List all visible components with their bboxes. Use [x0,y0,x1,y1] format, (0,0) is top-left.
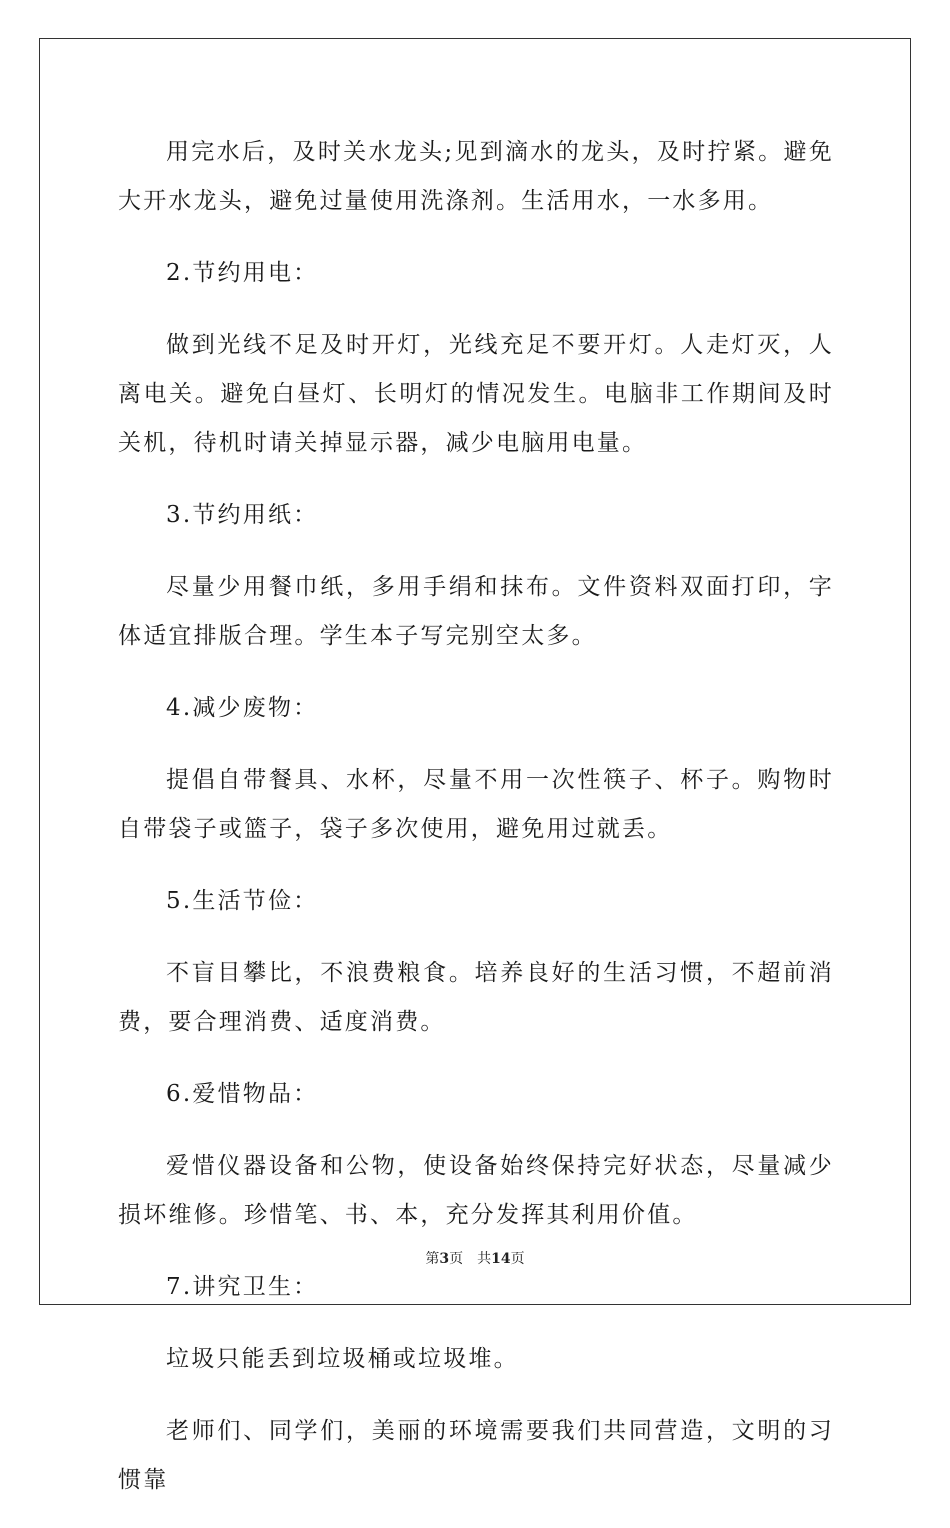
paragraph-waste: 提倡自带餐具、水杯，尽量不用一次性筷子、杯子。购物时自带袋子或篮子，袋子多次使用，避免用过就丢。 [118,767,834,842]
paragraph-closing: 老师们、同学们，美丽的环境需要我们共同营造，文明的习惯靠 [118,1418,834,1493]
heading-save-electricity: 2.节约用电： [166,260,319,286]
heading-hygiene: 7.讲究卫生： [166,1274,319,1300]
paragraph-electricity: 做到光线不足及时开灯，光线充足不要开灯。人走灯灭，人离电关。避免白昼灯、长明灯的情况发生。电脑非工作期间及时关机，待机时请关掉显示器，减少电脑用电量。 [118,332,834,456]
footer-page-current: 3 [439,1251,450,1267]
heading-reduce-waste: 4.减少废物： [166,695,319,721]
heading-frugal-living: 5.生活节俭： [166,888,319,914]
document-body [118,128,834,1528]
paragraph-frugal: 不盲目攀比，不浪费粮食。培养良好的生活习惯，不超前消费，要合理消费、适度消费。 [118,960,834,1035]
paragraph-paper: 尽量少用餐巾纸，多用手绢和抹布。文件资料双面打印，字体适宜排版合理。学生本子写完别空太多。 [118,574,834,649]
footer-page-prefix: 第 [425,1251,440,1267]
page-footer [0,1248,950,1268]
heading-save-paper: 3.节约用纸： [166,502,319,528]
paragraph-hygiene: 垃圾只能丢到垃圾桶或垃圾堆。 [166,1346,519,1372]
paragraph-water: 用完水后，及时关水龙头;见到滴水的龙头，及时拧紧。避免大开水龙头，避免过量使用洗涤剂。生活用水，一水多用。 [118,139,834,214]
footer-page-suffix: 页 [449,1251,464,1267]
footer-page-total: 14 [491,1251,511,1267]
footer-total-suffix: 页 [510,1251,525,1267]
heading-cherish-items: 6.爱惜物品： [166,1081,319,1107]
footer-total-prefix: 共 [477,1251,492,1267]
paragraph-cherish: 爱惜仪器设备和公物，使设备始终保持完好状态，尽量减少损坏维修。珍惜笔、书、本，充分发挥其利用价值。 [118,1153,834,1228]
